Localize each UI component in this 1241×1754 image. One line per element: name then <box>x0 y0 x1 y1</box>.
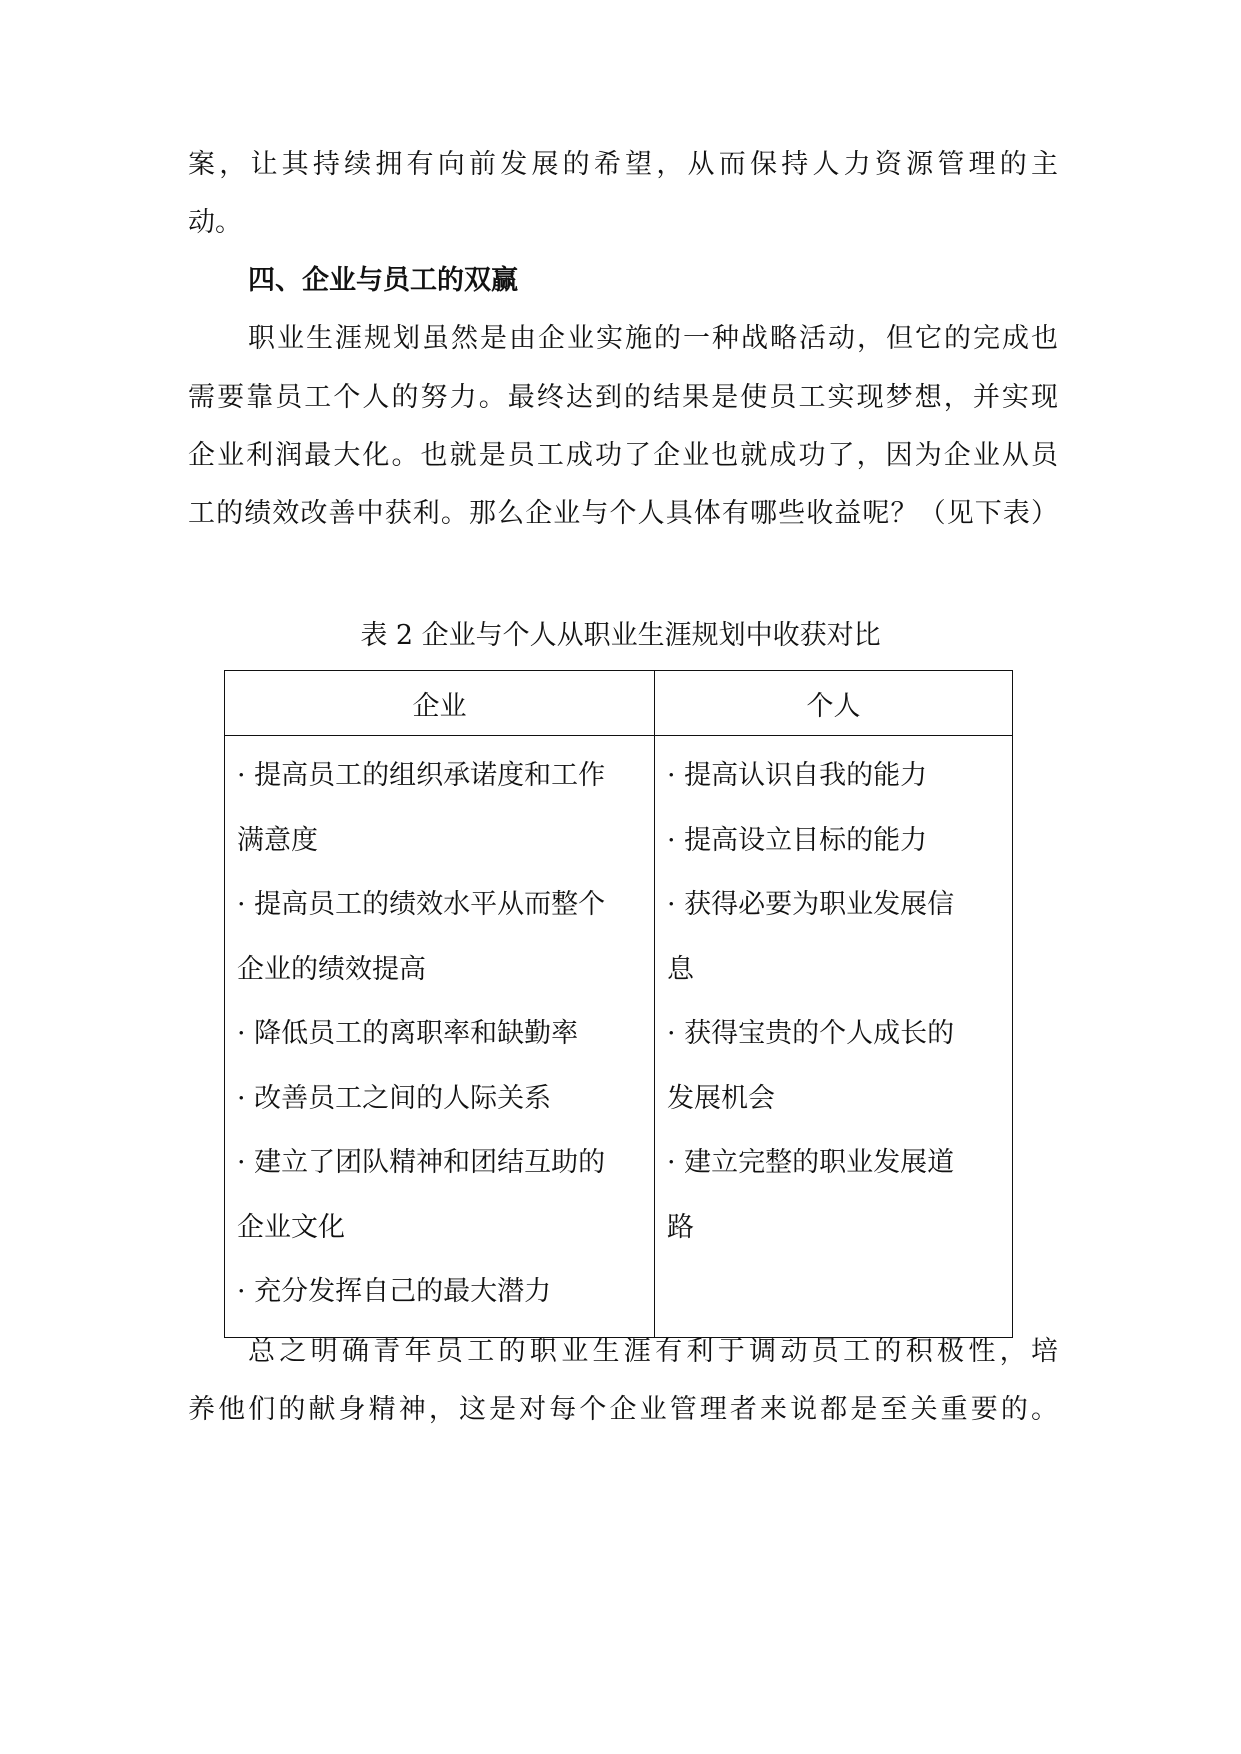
comparison-table <box>224 670 1013 1338</box>
main-line-4: 工的绩效改善中获利。那么企业与个人具体有哪些收益呢？（见下表） <box>188 498 1058 529</box>
individual-benefit-line: 路 <box>667 1211 694 1243</box>
enterprise-benefit-line: 企业的绩效提高 <box>237 953 426 985</box>
intro-line-2: 动。 <box>188 207 242 238</box>
individual-benefit-line: · 建立完整的职业发展道 <box>667 1147 955 1178</box>
enterprise-benefit-line: · 改善员工之间的人际关系 <box>237 1082 552 1114</box>
individual-benefit-line: · 获得宝贵的个人成长的 <box>667 1018 955 1049</box>
table-caption: 表 2 企业与个人从职业生涯规划中收获对比 <box>360 620 881 651</box>
enterprise-benefit-line: · 降低员工的离职率和缺勤率 <box>237 1018 579 1049</box>
enterprise-benefit-line: · 建立了团队精神和团结互助的 <box>237 1147 606 1178</box>
table-row <box>225 736 1013 1338</box>
main-line-1: 职业生涯规划虽然是由企业实施的一种战略活动，但它的完成也 <box>248 323 1058 354</box>
header-individual: 个人 <box>655 671 1013 736</box>
main-line-3: 企业利润最大化。也就是员工成功了企业也就成功了，因为企业从员 <box>188 440 1058 471</box>
conclusion-line-1: 总之明确青年员工的职业生涯有利于调动员工的积极性，培 <box>248 1336 1058 1367</box>
intro-line-1: 案，让其持续拥有向前发展的希望，从而保持人力资源管理的主 <box>188 149 1058 180</box>
enterprise-benefit-line: · 提高员工的组织承诺度和工作 <box>237 760 606 791</box>
section-heading: 四、企业与员工的双赢 <box>248 265 518 296</box>
individual-benefit-line: · 提高认识自我的能力 <box>667 760 928 791</box>
individual-benefits-cell <box>655 736 1013 1338</box>
enterprise-benefit-line: · 提高员工的绩效水平从而整个 <box>237 889 606 920</box>
individual-benefit-line: 发展机会 <box>667 1082 775 1114</box>
individual-benefit-line: · 获得必要为职业发展信 <box>667 889 955 920</box>
enterprise-benefit-line: 企业文化 <box>237 1211 345 1243</box>
conclusion-line-2: 养他们的献身精神，这是对每个企业管理者来说都是至关重要的。 <box>188 1394 1058 1425</box>
individual-benefit-line: 息 <box>667 953 694 985</box>
main-line-2: 需要靠员工个人的努力。最终达到的结果是使员工实现梦想，并实现 <box>188 382 1058 413</box>
enterprise-benefit-line: · 充分发挥自己的最大潜力 <box>237 1276 552 1307</box>
table-header-row <box>225 671 1013 736</box>
individual-benefit-line: · 提高设立目标的能力 <box>667 824 928 856</box>
header-enterprise: 企业 <box>225 671 655 736</box>
enterprise-benefits-cell <box>225 736 655 1338</box>
enterprise-benefit-line: 满意度 <box>237 824 318 856</box>
